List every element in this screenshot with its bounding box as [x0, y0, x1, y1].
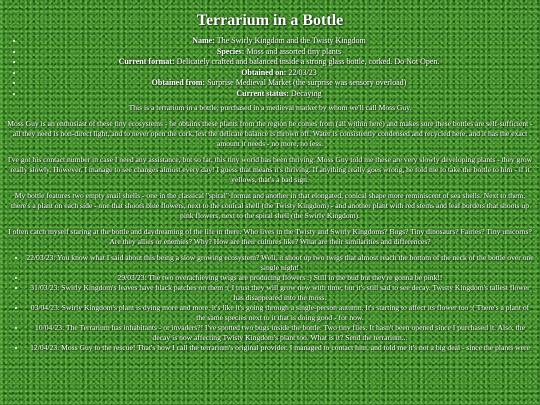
info-label: Current status:: [236, 88, 289, 98]
info-item-obtained-from: [24, 78, 534, 89]
shells-paragraph: My bottle features two empty snail shells - one in the classical "spiral" format and another in that elongated, conical shape more reminiscent of sea shells. Next to them, there's a plant on each side - one that shoots blue flowers, next to the conical shell (the Twisty Kingdom) - and another plant with red stems and leaf borders that shoots up pink flowers, next to the spiral shell (the Swirly Kingdom).: [11, 191, 529, 220]
info-label: Obtained on:: [241, 67, 287, 77]
log-entry: • 29/03/23: The two overachieving twigs are producing flowers :) Still in the bud but they're gonna be pink!!: [26, 273, 534, 283]
contact-paragraph: I've got his contact number in case I need any assistance, but so far, this tiny world has been thriving. Moss Guy told me these are very slowly developing plants - they grow really slowly. However, I manage to see changes almost every day! I guess that means it's thriving. If anything really goes wrong, he told me to take the bottle to him - if it yellows, that's a bad sign.: [7, 155, 533, 184]
info-value: Delicately crafted and balanced inside a strong glass bottle, corked. Do Not Open.: [176, 57, 440, 66]
info-value: 22/03/23: [288, 67, 317, 77]
log-entry: • 10/04/23: The Terrarium has inhabitants - or invaders?! I've spotted two bugs inside the bottle. Two tiny flies. It hasn't been opened since I purchased it. Also, the decay is now affecting Twisty Kingdom's plant too. What is it? Send the terrarium...: [26, 323, 534, 343]
moss-guy-paragraph: Moss Guy is an enthusiast of these tiny ecosystems - he obtains these plants from the region he comes from (all within here) and makes sure these bottles are self-sufficient - all they need is non-direct light, and to never open the cork, lest the delicate balance is thrown off. Water is consistently condensed and recycled here, and it has the exact amount it needs - no more, no less.: [7, 119, 533, 148]
info-value: The Swirly Kingdom and the Twisty Kingdom: [216, 36, 366, 45]
info-item-obtained-on: [24, 68, 534, 79]
update-log: [6, 253, 534, 353]
info-value: Surprise Medieval Market (the surprise was sensory overload): [207, 78, 407, 87]
intro-paragraph: This is a terrarium in a bottle, purchased in a medieval market by whom we'll call Moss Guy.: [128, 103, 412, 112]
info-item-name: [24, 36, 534, 47]
info-value: Moss and assorted tiny plants: [246, 46, 342, 56]
info-label: Current format:: [118, 57, 175, 66]
log-entry: • 12/04/23: Moss Guy to the rescue! That's how I call the terrarium's original provider. I managed to contact him, and told me it's not a big deal - since the plants were: [26, 343, 534, 353]
daydream-paragraph: I often catch myself staring at the bottle and daydreaming of the life in there. Who lives in the Twisty and Swirly Kingdoms? Bugs? Tiny dinosaurs? Fairies? Tiny unicorns? Are they allies or enemies? Why? How are their cultures like? What are their similarities and differences?: [8, 227, 532, 246]
page-title: Terrarium in a Bottle: [196, 12, 344, 29]
info-label: Obtained from:: [151, 78, 206, 87]
log-entry: • 22/03/23: You know what I said about this being a slow growing ecosystem? Well, it shoot up two twigs that almost reach the bottom of the neck of the bottle over one single night!: [26, 253, 534, 273]
info-value: Decaying: [290, 88, 322, 98]
info-item-status: [24, 89, 534, 100]
log-entry: • 31/03/23: Swirly Kingdom's leaves have black patches on them :( I trust they will grow new with time, but it's still sad to see decay. Twisty Kingdom's tallest flower has disappeared into the moss.: [26, 283, 534, 303]
info-item-species: [24, 47, 534, 58]
info-list: [6, 36, 534, 99]
info-label: Species:: [216, 46, 245, 56]
info-item-format: [24, 57, 534, 68]
log-entry: • 03/04/23: Swirly Kingdom's plant is dying more and more, it's like it's going through a single-person autumn. It's starting to affect its flower too :( There's a plant of the same species next to it that is doing good - for now.: [26, 303, 534, 323]
info-label: Name:: [192, 36, 215, 45]
